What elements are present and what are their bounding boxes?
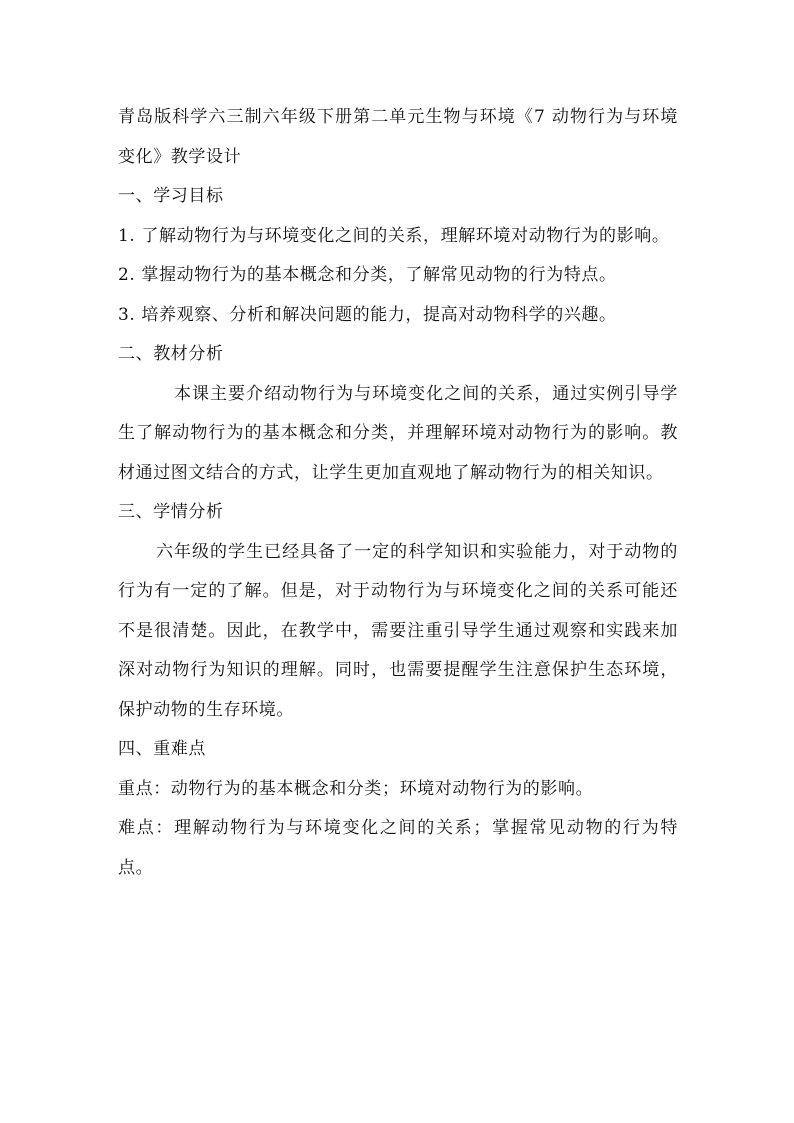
goal-item-2: 2. 掌握动物行为的基本概念和分类，了解常见动物的行为特点。 <box>118 265 617 285</box>
difficult-point-text: 难点：理解动物行为与环境变化之间的关系；掌握常见动物的行为特点。 <box>118 818 678 878</box>
key-point-text: 重点：动物行为的基本概念和分类；环境对动物行为的影响。 <box>118 778 594 799</box>
students-paragraph: 六年级的学生已经具备了一定的科学知识和实验能力，对于动物的行为有一定的了解。但是，对于动物行为与环境变化之间的关系可能还不是很清楚。因此，在教学中，需要注重引导学生通过观察和实践来加深对动物行为知识的理解。同时，也需要提醒学生注意保护生态环境，保护动物的生存环境。 <box>118 541 678 720</box>
document-body <box>118 98 678 888</box>
section-heading-goals: 一、学习目标 <box>118 186 224 206</box>
materials-paragraph: 本课主要介绍动物行为与环境变化之间的关系，通过实例引导学生了解动物行为的基本概念和分类，并理解环境对动物行为的影响。教材通过图文结合的方式，让学生更加直观地了解动物行为的相关知识。 <box>118 383 678 483</box>
section-heading-keypoints: 四、重难点 <box>118 739 206 759</box>
section-heading-students: 三、学情分析 <box>118 502 224 522</box>
document-title: 青岛版科学六三制六年级下册第二单元生物与环境《7 动物行为与环境变化》教学设计 <box>118 107 678 167</box>
section-heading-materials: 二、教材分析 <box>118 344 224 364</box>
goal-item-3: 3. 培养观察、分析和解决问题的能力，提高对动物科学的兴趣。 <box>118 304 617 325</box>
goal-item-1: 1. 了解动物行为与环境变化之间的关系，理解环境对动物行为的影响。 <box>118 225 670 246</box>
